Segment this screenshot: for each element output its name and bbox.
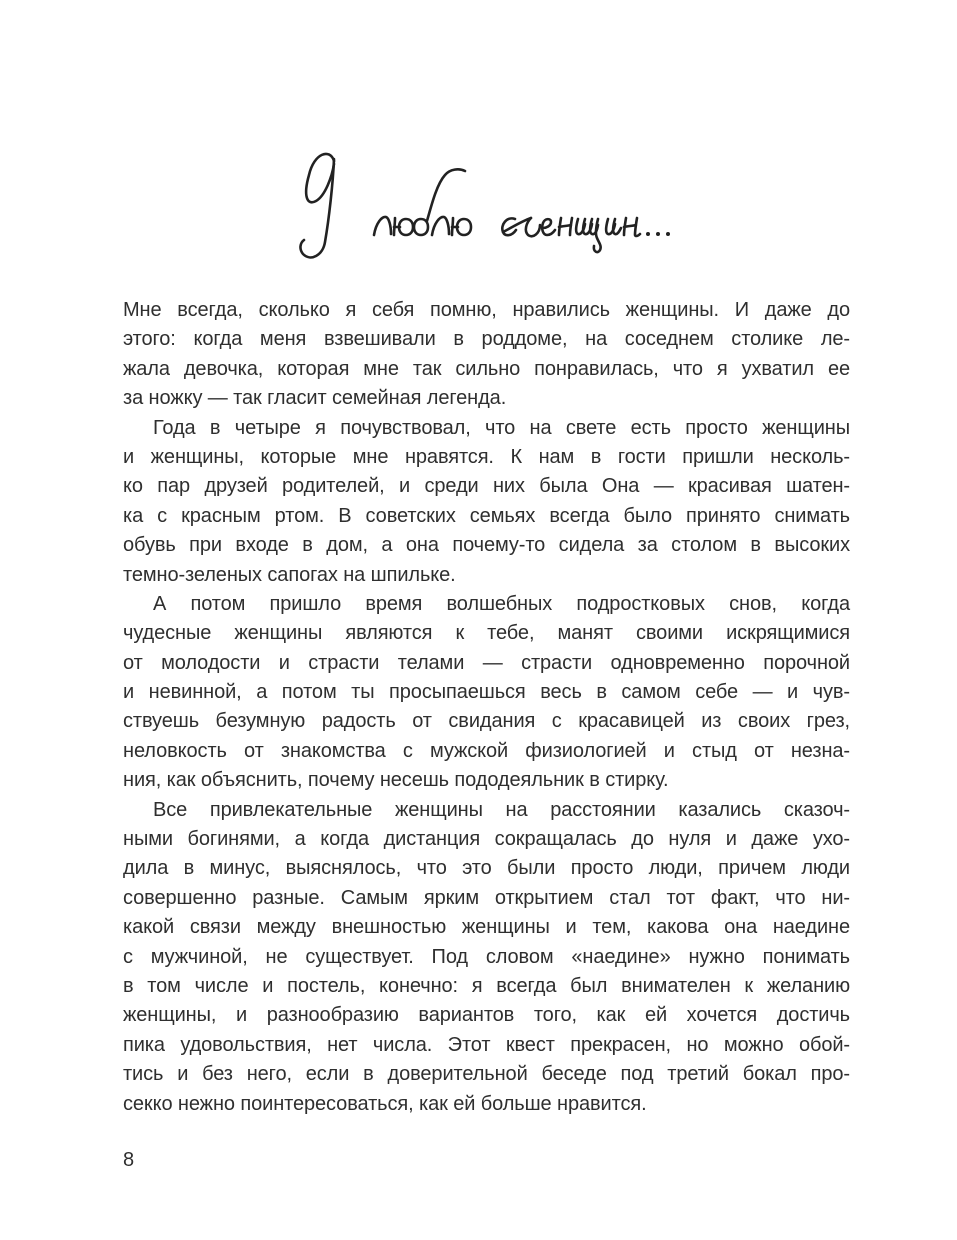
script-word-zhenshchin bbox=[502, 218, 640, 252]
paragraph bbox=[123, 590, 850, 796]
chapter-title-handwritten bbox=[290, 143, 710, 273]
text-line: ко пар друзей родителей, и среди них была Она — красивая шатен- bbox=[123, 475, 850, 498]
text-line: женщины, и разнообразию вариантов того, как ей хочется достичь bbox=[123, 1004, 850, 1027]
text-line: жала девочка, которая мне так сильно понравилась, что я ухватил ее bbox=[123, 357, 850, 380]
text-line: секко нежно поинтересоваться, как ей больше нравится. bbox=[123, 1092, 647, 1115]
text-line: какой связи между внешностью женщины и тем, какова она наедине bbox=[123, 916, 850, 939]
text-line: в том числе и постель, конечно: я всегда был внимателен к желанию bbox=[123, 974, 850, 997]
paragraph bbox=[123, 796, 850, 1119]
text-line: от молодости и страсти телами — страсти одновременно порочной bbox=[123, 651, 850, 674]
text-line: Все привлекательные женщины на расстоянии казались сказоч- bbox=[153, 798, 850, 821]
text-line: ния, как объяснить, почему несешь пододеяльник в стирку. bbox=[123, 769, 669, 792]
text-line: с мужчиной, не существует. Под словом «наедине» нужно понимать bbox=[123, 945, 850, 968]
text-line: тись и без него, если в доверительной беседе под третий бокал про- bbox=[123, 1063, 850, 1086]
text-line: совершенно разные. Самым ярким открытием стал тот факт, что ни- bbox=[123, 886, 850, 909]
script-word-lyublyu bbox=[374, 169, 471, 235]
text-line: обувь при входе в дом, а она почему-то сидела за столом в высоких bbox=[123, 534, 850, 557]
paragraph bbox=[123, 414, 850, 590]
text-line: и невинной, а потом ты просыпаешься весь в самом себе — и чув- bbox=[123, 681, 850, 704]
text-line: ка с красным ртом. В советских семьях всегда было принято снимать bbox=[123, 504, 850, 527]
text-line: темно-зеленых сапогах на шпильке. bbox=[123, 563, 456, 586]
text-line: пика удовольствия, нет числа. Этот квест прекрасен, но можно обой- bbox=[123, 1033, 850, 1056]
body-text bbox=[123, 296, 850, 1119]
text-line: и женщины, которые мне нравятся. К нам в гости пришли несколь- bbox=[123, 445, 850, 468]
script-ellipsis bbox=[646, 232, 670, 236]
page-number: 8 bbox=[123, 1149, 135, 1171]
text-line: дила в минус, выяснялось, что это были просто люди, причем люди bbox=[123, 857, 850, 880]
text-line: за ножку — так гласит семейная легенда. bbox=[123, 387, 507, 410]
text-line: А потом пришло время волшебных подростковых снов, когда bbox=[153, 592, 850, 615]
text-line: ствуешь безумную радость от свидания с красавицей из своих грез, bbox=[123, 710, 850, 733]
text-line: Года в четыре я почувствовал, что на свете есть просто женщины bbox=[153, 416, 850, 439]
text-line: этого: когда меня взвешивали в роддоме, на соседнем столике ле- bbox=[123, 328, 850, 351]
text-line: неловкость от знакомства с мужской физиологией и стыд от незна- bbox=[123, 739, 850, 762]
text-line: чудесные женщины являются к тебе, манят своими искрящимися bbox=[123, 622, 850, 645]
script-word-ya bbox=[300, 154, 334, 257]
text-line: Мне всегда, сколько я себя помню, нравились женщины. И даже до bbox=[123, 299, 850, 321]
text-line: ными богинями, а когда дистанция сокращалась до нуля и даже ухо- bbox=[123, 828, 850, 851]
paragraph bbox=[123, 296, 850, 414]
